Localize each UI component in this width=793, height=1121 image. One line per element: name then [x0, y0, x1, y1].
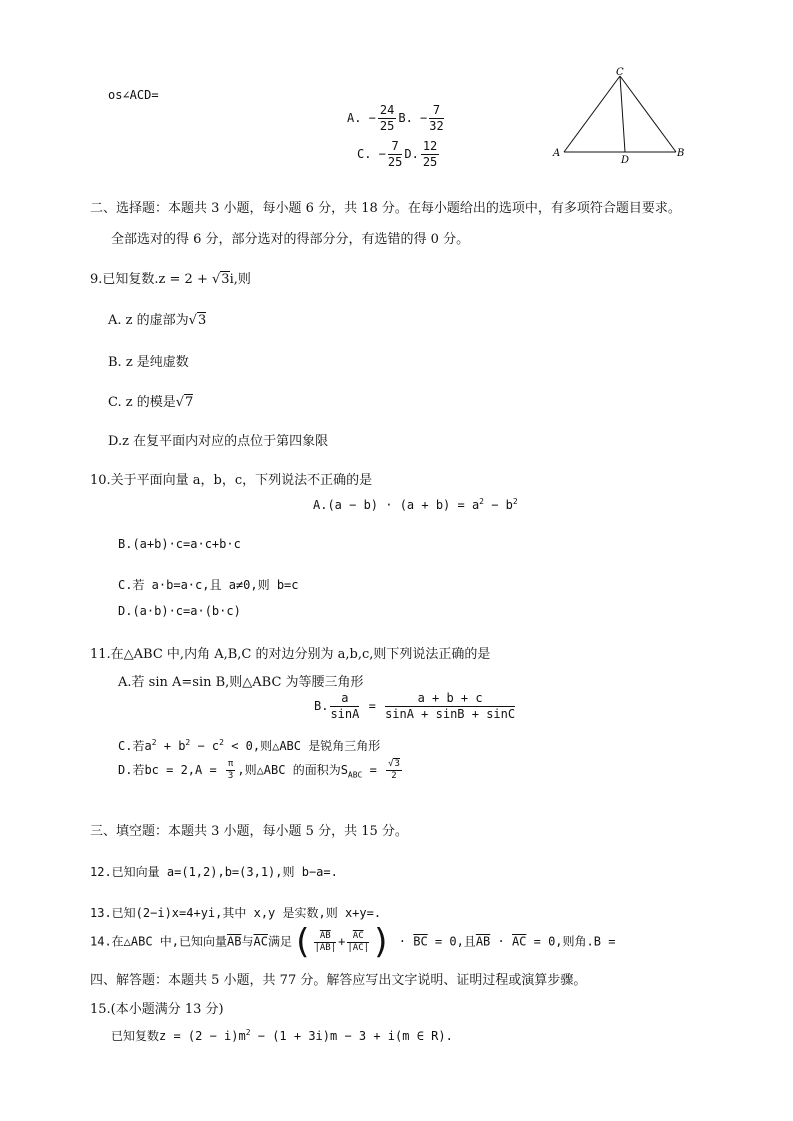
- q8-option-a-fraction: [378, 103, 396, 134]
- q14-text: [90, 922, 616, 962]
- q11-option-b: [314, 691, 517, 722]
- q14-unit-ac-num: $\overline{AC}$: [347, 931, 369, 943]
- q8-option-c-den: 25: [387, 155, 403, 169]
- q10-option-a-mid: − b: [484, 498, 513, 512]
- q8-stem-fragment: os∠ACD=: [108, 88, 159, 102]
- q14-unit-ac-den-vector: $\overline{AC}$: [352, 942, 364, 953]
- q8-option-c-label: C. −: [357, 147, 386, 161]
- q15-title: 15.(本小题满分 13 分): [90, 1002, 224, 1017]
- q11-option-b-eq: =: [368, 699, 376, 713]
- point-label-d: D: [621, 155, 630, 166]
- q8-option-c-num: 7: [388, 139, 402, 155]
- q11-option-c-mid2: − c: [190, 739, 220, 753]
- q9-option-c-radicand: 7: [185, 395, 194, 410]
- q11-option-b-label: B.: [314, 699, 329, 713]
- q9-option-b: B. z 是纯虚数: [108, 355, 189, 370]
- q11-option-b-num2: a + b + c: [385, 691, 515, 707]
- q8-option-b-fraction: [429, 103, 443, 134]
- q14-unit-ac-fraction: [347, 931, 369, 954]
- q11-option-b-left-fraction: [330, 691, 359, 722]
- q9-stem-b: i,则: [229, 272, 251, 287]
- q14-pre: 14.在△ABC 中,已知向量: [90, 934, 228, 949]
- q14-right-paren: ): [371, 922, 392, 962]
- q11-option-d-area-fraction: [386, 759, 402, 782]
- section-2-heading: 二、选择题：本题共 3 小题，每小题 6 分，共 18 分。在每小题给出的选项中，有多项符合题目要求。: [90, 201, 681, 216]
- q8-option-a-num: 24: [379, 103, 395, 117]
- q14-vector-ab-2: $\overline{AB}$: [475, 934, 491, 949]
- triangle-segment-cd: [620, 76, 625, 152]
- q10-option-d: D.(a·b)·c=a·(b·c): [118, 604, 241, 618]
- q11-option-c-mid1: + b: [156, 739, 186, 753]
- q14-mid: = 0,且: [427, 934, 476, 949]
- q11-option-d-angle-fraction: [226, 759, 235, 782]
- q11-option-b-den2: sinA + sinB + sinC: [385, 707, 516, 721]
- q8-option-a-label: A. −: [347, 111, 376, 125]
- q15-sup: 2: [245, 1028, 251, 1037]
- q8-options-row-1: [347, 103, 446, 134]
- q9-option-d: D.z 在复平面内对应的点位于第四象限: [108, 434, 329, 449]
- q14-vector-ac: $\overline{AC}$: [253, 934, 268, 949]
- section-3-heading: 三、填空题：本题共 3 小题，每小题 5 分，共 15 分。: [90, 824, 408, 839]
- q10-option-a: [313, 497, 518, 512]
- vertex-label-c: C: [616, 67, 624, 78]
- q8-option-d-label: D.: [404, 147, 419, 161]
- q11-option-d-area-num: √3: [388, 759, 400, 769]
- vertex-label-b: B: [677, 148, 685, 159]
- q14-dot-1: ·: [391, 934, 414, 949]
- section-2-note: 全部选对的得 6 分，部分选对的得部分分，有选错的得 0 分。: [111, 232, 470, 247]
- q11-option-b-right-fraction: [385, 691, 515, 722]
- q14-unit-ac-den: $|\overline{AC}|$: [347, 942, 370, 953]
- q8-option-d-fraction: [421, 139, 439, 170]
- q14-vector-bc: $\overline{BC}$: [413, 934, 428, 949]
- q11-option-d-mid: ,则△ABC 的面积为S: [237, 763, 348, 777]
- q11-option-a: A.若 sin A=sin B,则△ABC 为等腰三角形: [118, 675, 364, 690]
- q9-option-c-text: C. z 的模是: [108, 395, 176, 410]
- q14-left-paren: (: [291, 922, 313, 962]
- q11-stem: 11.在△ABC 中,内角 A,B,C 的对边分别为 a,b,c,则下列说法正确的是: [90, 647, 491, 662]
- q14-plus: +: [338, 934, 346, 949]
- q10-option-a-sup-1: 2: [479, 497, 484, 506]
- q14-post: = 0,则角.B =: [526, 934, 616, 949]
- q11-option-d-area-den: 2: [391, 771, 397, 781]
- q14-unit-ab-den-vector: $\overline{AB}$: [319, 942, 331, 953]
- q11-option-c: [118, 737, 380, 754]
- q9-option-a-radicand: 3: [197, 313, 207, 328]
- q8-option-d-num: 12: [422, 139, 438, 153]
- q11-option-d-area-radicand: 3: [394, 759, 400, 769]
- triangle-side-cb: [620, 76, 676, 152]
- q8-option-a-den: 25: [379, 119, 395, 133]
- section-4-heading: 四、解答题：本题共 5 小题，共 77 分。解答应写出文字说明、证明过程或演算步骤。: [90, 973, 587, 988]
- q8-option-c-fraction: [388, 139, 402, 170]
- q11-option-d-eq: =: [362, 763, 385, 777]
- q11-option-d-subscript: ABC: [347, 770, 363, 780]
- q11-option-d-angle-den: 3: [227, 771, 234, 781]
- q9-stem-a: 9.已知复数.z = 2 +: [90, 272, 212, 287]
- q9-stem-radicand: 3: [221, 272, 230, 287]
- q10-option-c: C.若 a·b=a·c,且 a≠0,则 b=c: [118, 578, 299, 592]
- q11-option-c-sup-1: 2: [151, 738, 157, 747]
- q11-option-b-num1: a: [330, 691, 359, 707]
- q14-dot-2: ·: [490, 934, 512, 949]
- q9-option-c: C. z 的模是√7: [108, 395, 194, 410]
- q14-unit-ab-num: $\overline{AB}$: [314, 931, 336, 943]
- q15-stem: [111, 1027, 453, 1044]
- q11-option-d-pre: D.若bc = 2,A =: [118, 763, 224, 777]
- q14-unit-ab-fraction: [314, 931, 336, 954]
- q14-with: 与: [241, 934, 254, 949]
- q11-option-c-post: < 0,则△ABC 是锐角三角形: [223, 739, 381, 753]
- q12-text: 12.已知向量 a=(1,2),b=(3,1),则 b−a=.: [90, 865, 338, 879]
- q11-option-c-sup-2: 2: [185, 738, 191, 747]
- q14-vector-ac-2: $\overline{AC}$: [511, 934, 527, 949]
- q9-option-a-text: A. z 的虚部为: [108, 313, 189, 328]
- q13-text: 13.已知(2−i)x=4+yi,其中 x,y 是实数,则 x+y=.: [90, 906, 382, 920]
- q9-option-a: A. z 的虚部为√3: [108, 313, 207, 328]
- q14-unit-ab-den: $|\overline{AB}|$: [314, 942, 337, 953]
- q10-option-a-text: A.(a − b) · (a + b) = a: [313, 498, 480, 512]
- q11-option-b-den1: sinA: [330, 707, 360, 721]
- q10-option-b: B.(a+b)·c=a·c+b·c: [118, 537, 241, 551]
- q14-vector-ab: $\overline{AB}$: [227, 934, 242, 949]
- q8-option-d-den: 25: [422, 155, 438, 169]
- q10-option-a-sup-2: 2: [512, 497, 518, 506]
- q9-stem: 9.已知复数.z = 2 + √3i,则: [90, 272, 251, 287]
- q8-options-row-2: [357, 139, 441, 170]
- triangle-side-ca: [564, 76, 620, 152]
- q8-option-b-label: B. −: [398, 111, 428, 125]
- q14-cond: 满足: [267, 934, 292, 949]
- vertex-label-a: A: [553, 148, 561, 159]
- q8-option-b-num: 7: [429, 103, 443, 119]
- q11-option-c-pre: C.若a: [118, 739, 152, 753]
- q11-option-d: [118, 759, 404, 782]
- q11-option-d-angle-num: π: [227, 759, 234, 769]
- triangle-figure: [548, 66, 690, 166]
- q8-option-b-den: 32: [429, 119, 444, 133]
- q10-stem: 10.关于平面向量 a，b，c，下列说法不正确的是: [90, 473, 373, 488]
- q15-post: − (1 + 3i)m − 3 + i(m ∈ R).: [250, 1029, 453, 1043]
- q11-option-c-sup-3: 2: [219, 738, 224, 747]
- q15-pre: 已知复数z = (2 − i)m: [111, 1029, 246, 1043]
